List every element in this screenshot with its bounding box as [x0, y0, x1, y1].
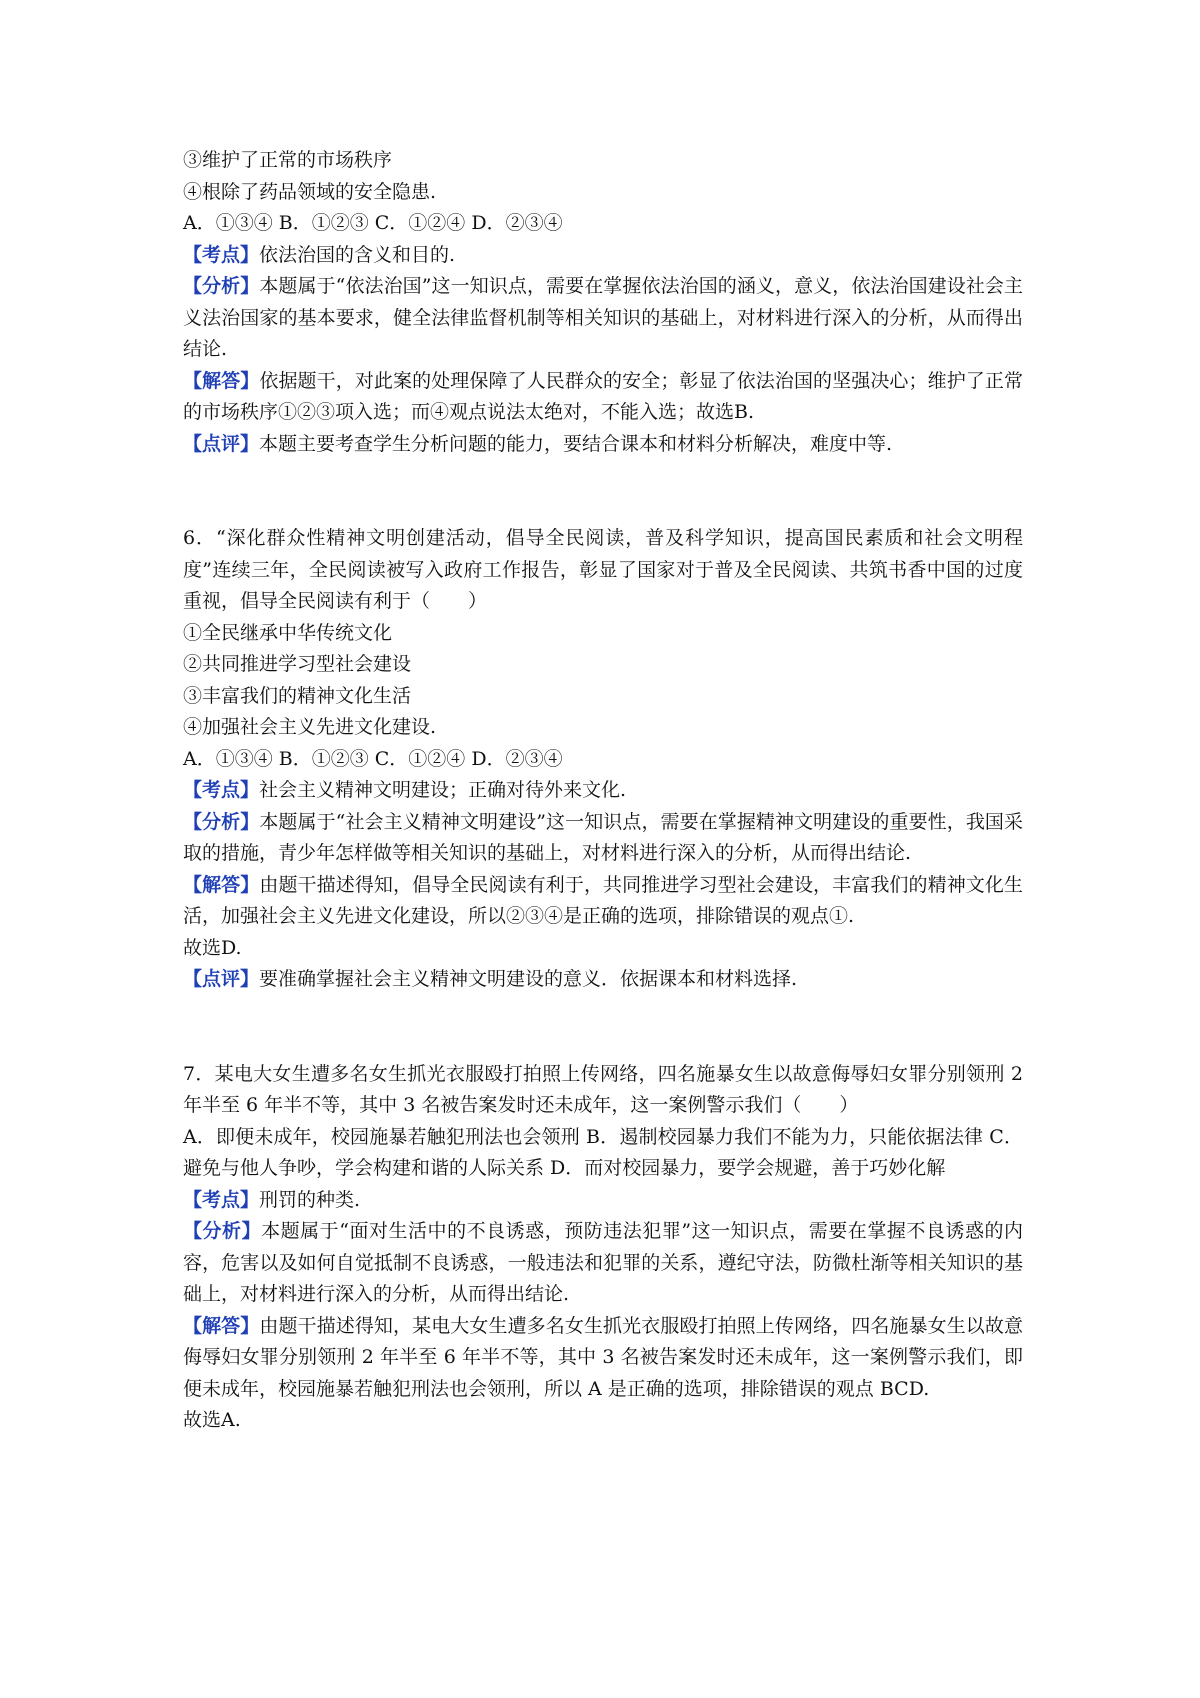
dianping-text: 要准确掌握社会主义精神文明建设的意义．依据课本和材料选择.	[259, 968, 798, 990]
fenxi-label: 【分析】	[183, 1220, 262, 1242]
option-item: ④根除了药品领域的安全隐患.	[183, 180, 437, 203]
section-spacer	[183, 996, 1023, 1059]
kaodian-section	[183, 1185, 1023, 1217]
kaodian-label: 【考点】	[183, 243, 260, 266]
option-item: ③维护了正常的市场秩序	[183, 149, 393, 171]
jieda-text: 由题干描述得知，倡导全民阅读有利于，共同推进学习型社会建设，丰富我们的精神文化生活，加强社会主义先进文化建设，所以②③④是正确的选项，排除错误的观点①.	[183, 873, 1023, 927]
dianping-text: 本题主要考查学生分析问题的能力，要结合课本和材料分析解决，难度中等.	[259, 432, 893, 455]
section-spacer	[183, 460, 1023, 523]
option-item: ①全民继承中华传统文化	[183, 621, 393, 644]
dianping-section	[183, 429, 1023, 461]
fenxi-section	[183, 1216, 1023, 1311]
dianping-label: 【点评】	[183, 968, 260, 990]
jieda-text: 由题干描述得知，某电大女生遭多名女生抓光衣服殴打拍照上传网络，四名施暴女生以故意侮辱妇女罪分别领刑 2 年半至 6 年半不等，其中 3 名被告案发时还未成年，这一案例警示我们，即便未成年，校园施暴若触犯刑法也会领刑，所以 A 是正确的选项，排除错误的观点 BCD.	[183, 1314, 1023, 1400]
question-7	[183, 1059, 1023, 1437]
answer-choices: A．①③④ B．①②③ C．①②④ D．②③④	[183, 747, 563, 770]
jieda-label: 【解答】	[183, 873, 260, 896]
kaodian-text: 社会主义精神文明建设；正确对待外来文化.	[259, 779, 627, 801]
document-page	[183, 145, 1023, 1437]
option-item: ②共同推进学习型社会建设	[183, 653, 412, 675]
question-6	[183, 523, 1023, 996]
fenxi-section	[183, 271, 1023, 366]
jieda-label: 【解答】	[183, 369, 260, 392]
dianping-section	[183, 964, 1023, 996]
fenxi-text: 本题属于“面对生活中的不良诱惑，预防违法犯罪”这一知识点，需要在掌握不良诱惑的内容，危害以及如何自觉抵制不良诱惑，一般违法和犯罪的关系，遵纪守法，防微杜渐等相关知识的基础上，对材料进行深入的分析，从而得出结论.	[183, 1220, 1023, 1305]
dianping-label: 【点评】	[183, 432, 260, 455]
question-5	[183, 145, 1023, 460]
fenxi-text: 本题属于“依法治国”这一知识点，需要在掌握依法治国的涵义，意义，依法治国建设社会主义法治国家的基本要求，健全法律监督机制等相关知识的基础上，对材料进行深入的分析，从而得出结论.	[183, 275, 1023, 360]
jieda-text: 依据题干，对此案的处理保障了人民群众的安全；彰显了依法治国的坚强决心；维护了正常的市场秩序①②③项入选；而④观点说法太绝对，不能入选；故选B.	[183, 369, 1023, 423]
option-item: ④加强社会主义先进文化建设.	[183, 716, 437, 738]
jieda-section	[183, 366, 1023, 429]
jieda-conclusion: 故选D.	[183, 936, 242, 959]
jieda-section	[183, 1311, 1023, 1406]
fenxi-label: 【分析】	[183, 275, 260, 297]
jieda-section	[183, 870, 1023, 933]
kaodian-section	[183, 775, 1023, 807]
fenxi-section	[183, 807, 1023, 870]
fenxi-text: 本题属于“社会主义精神文明建设”这一知识点，需要在掌握精神文明建设的重要性，我国采取的措施，青少年怎样做等相关知识的基础上，对材料进行深入的分析，从而得出结论.	[183, 810, 1023, 864]
kaodian-label: 【考点】	[183, 1188, 260, 1211]
jieda-conclusion: 故选A.	[183, 1409, 241, 1431]
kaodian-section	[183, 240, 1023, 272]
question-stem: 6．“深化群众性精神文明创建活动，倡导全民阅读，普及科学知识，提高国民素质和社会文明程度”连续三年，全民阅读被写入政府工作报告，彰显了国家对于普及全民阅读、共筑书香中国的过度重视，倡导全民阅读有利于（ ）	[183, 527, 1023, 612]
answer-choices: A．即便未成年，校园施暴若触犯刑法也会领刑 B．遏制校园暴力我们不能为力，只能依据法律 C．避免与他人争吵，学会构建和谐的人际关系 D．而对校园暴力，要学会规避，善于巧妙化解	[183, 1125, 1023, 1179]
fenxi-label: 【分析】	[183, 810, 260, 833]
jieda-label: 【解答】	[183, 1314, 260, 1337]
option-item: ③丰富我们的精神文化生活	[183, 684, 412, 707]
kaodian-text: 依法治国的含义和目的.	[259, 243, 456, 266]
question-stem: 7．某电大女生遭多名女生抓光衣服殴打拍照上传网络，四名施暴女生以故意侮辱妇女罪分别领刑 2 年半至 6 年半不等，其中 3 名被告案发时还未成年，这一案例警示我们（ ）	[183, 1062, 1023, 1116]
kaodian-text: 刑罚的种类.	[259, 1188, 361, 1211]
answer-choices: A．①③④ B．①②③ C．①②④ D．②③④	[183, 212, 563, 234]
kaodian-label: 【考点】	[183, 779, 260, 801]
